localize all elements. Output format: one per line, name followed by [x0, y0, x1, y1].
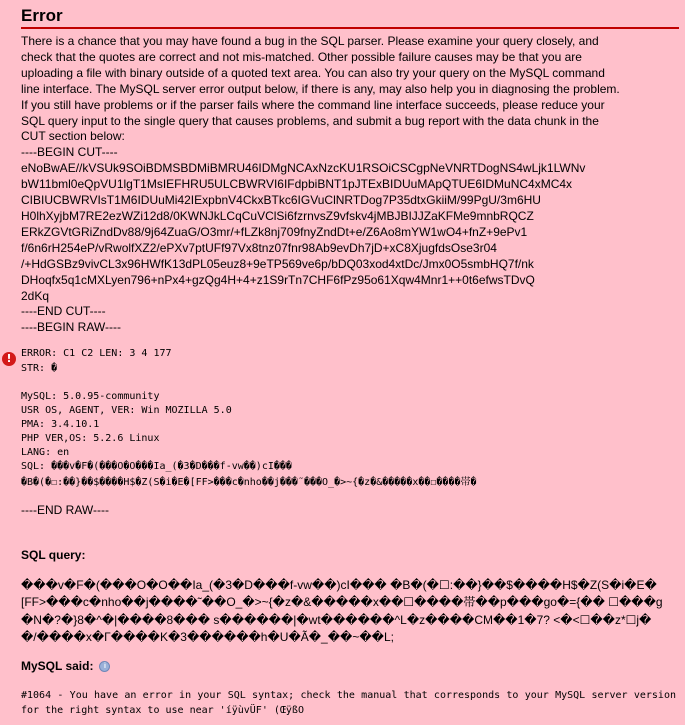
cut-line[interactable]: bW11bml0eQpVU1lgT1MsIEFHRU5ULCBWRVI6IFdpbiBNT1pJTExBIDUuMApQTUE6IDMuNC4xMC4x: [21, 177, 573, 192]
intro-line: There is a chance that you may have found a bug in the SQL parser. Please examine your query closely, and: [21, 34, 599, 48]
raw-info-line: MySQL: 5.0.95-community: [21, 391, 160, 402]
cut-line[interactable]: eNoBwAE//kVSUk9SOiBDMSBDMiBMRU46IDMgNCAxNzcKU1RSOiCSCgpNeVNRTDogNS4wLjk1LWNv: [21, 161, 586, 176]
raw-info-line: LANG: en: [21, 447, 70, 458]
cut-line[interactable]: CIBIUCBWRVIsT1M6IDUuMi42IExpbnV4CkxBTkc6IGVuClNRTDog7P35dtxGkiiM/99PgU/3m6HU: [21, 193, 541, 208]
mysql-said-heading: [21, 659, 110, 673]
mysql-error-message: #1064 - You have an error in your SQL syntax; check the manual that corresponds to your MySQL server version for the right syntax to use near 'íÿùvÜF' (ŒÿßO: [21, 690, 676, 716]
error-description: [21, 34, 661, 336]
raw-info-line: PMA: 3.4.10.1: [21, 419, 100, 430]
raw-end: ----END RAW----: [21, 503, 109, 517]
mysql-said-label: MySQL said:: [21, 659, 94, 673]
intro-line: line interface. The MySQL server error output below, if there is any, may also help you in diagnosing the problem.: [21, 81, 620, 96]
cut-line[interactable]: /+HdGSBz9vivCL3x96HWfK13dPL05euz8+9eTP569ve6p/bDQ03xod4xtDc/Jmx0O5smbHQ7f/nk: [21, 256, 534, 271]
cut-begin: ----BEGIN CUT----: [21, 145, 118, 160]
info-icon[interactable]: i: [99, 661, 110, 672]
raw-sql-line: �B�(�☐:��}��$����H$�Z(S�i�E�[FF>���c�nho��j���˜���O_�>~{�z�&�����x��☐����帯�: [21, 477, 477, 488]
cut-end: ----END CUT----: [21, 304, 106, 319]
error-title: Error: [21, 6, 679, 29]
raw-error-line: ERROR: C1 C2 LEN: 3 4 177: [21, 348, 172, 359]
cut-line[interactable]: DHoqfx5q1cMXLyen796+nPx4+gzQg4H+4+z1S9rTn7CHF6fPz95o61Xqw4Mnr1++0t6efwsTDvQ: [21, 272, 535, 287]
cut-line[interactable]: H0lhXyjbM7RE2ezWZi12d8/0KWNJkLCqCuVClSi6fzrnvsZ9vfskv4jMBJBIJJZaKFMe9mnbRQCZ: [21, 208, 534, 223]
intro-line: CUT section below:: [21, 129, 125, 144]
cut-line[interactable]: ERkZGVtGRiZndDv88/9j64ZuaG/O3mr/+fLZk8nj709fnyZndDt+e/Z6Ao8mYW1wO4+fnZ+9ePv1: [21, 224, 528, 239]
sql-query-text[interactable]: ���v�F�(���O�O��Ia_(�3�D���f-vw��)cI��� �B�(�☐:��}��$����H$�Z(S�i�E� [FF>���c�nho��j����˜��O_�>~{�z�&�����x��☐����帯��p���go�={�� ☐���g�N�?�}8�^�|����8��� s������|�wt������^L�z����CM��1�7? <�<☐��z*☐j��/����x�Γ����K�3������h�U�Ã�_��~��L;: [21, 578, 663, 644]
error-icon: !: [2, 352, 16, 366]
cut-line[interactable]: 2dKq: [21, 288, 50, 303]
intro-line: If you still have problems or if the parser fails where the command line interface succeeds, please reduce your: [21, 97, 605, 112]
raw-info-line: PHP VER,OS: 5.2.6 Linux: [21, 433, 160, 444]
intro-line: uploading a file with binary outside of a quoted text area. You can also try your query on the MySQL command: [21, 65, 605, 80]
intro-line: SQL query input to the single query that causes problems, and submit a bug report with the data chunk in the: [21, 113, 599, 128]
raw-str-line: STR: �: [21, 363, 58, 374]
sql-query-label: SQL query:: [21, 548, 86, 562]
intro-line: check that the quotes are correct and not mis-matched. Other possible failure causes may be that you are: [21, 49, 582, 64]
raw-begin: ----BEGIN RAW----: [21, 320, 121, 335]
raw-info-line: USR OS, AGENT, VER: Win MOZILLA 5.0: [21, 405, 232, 416]
cut-line[interactable]: f/6n6rH254eP/vRwolfXZ2/ePXv7ptUFf97Vx8tnz07fnr98Ab9evDh7jD+xC8XjugfdsOse3r04: [21, 240, 497, 255]
raw-sql-line: SQL: ���v�F�(���O�O���Ia_(�3�D���f-vw��)cI���: [21, 461, 292, 472]
